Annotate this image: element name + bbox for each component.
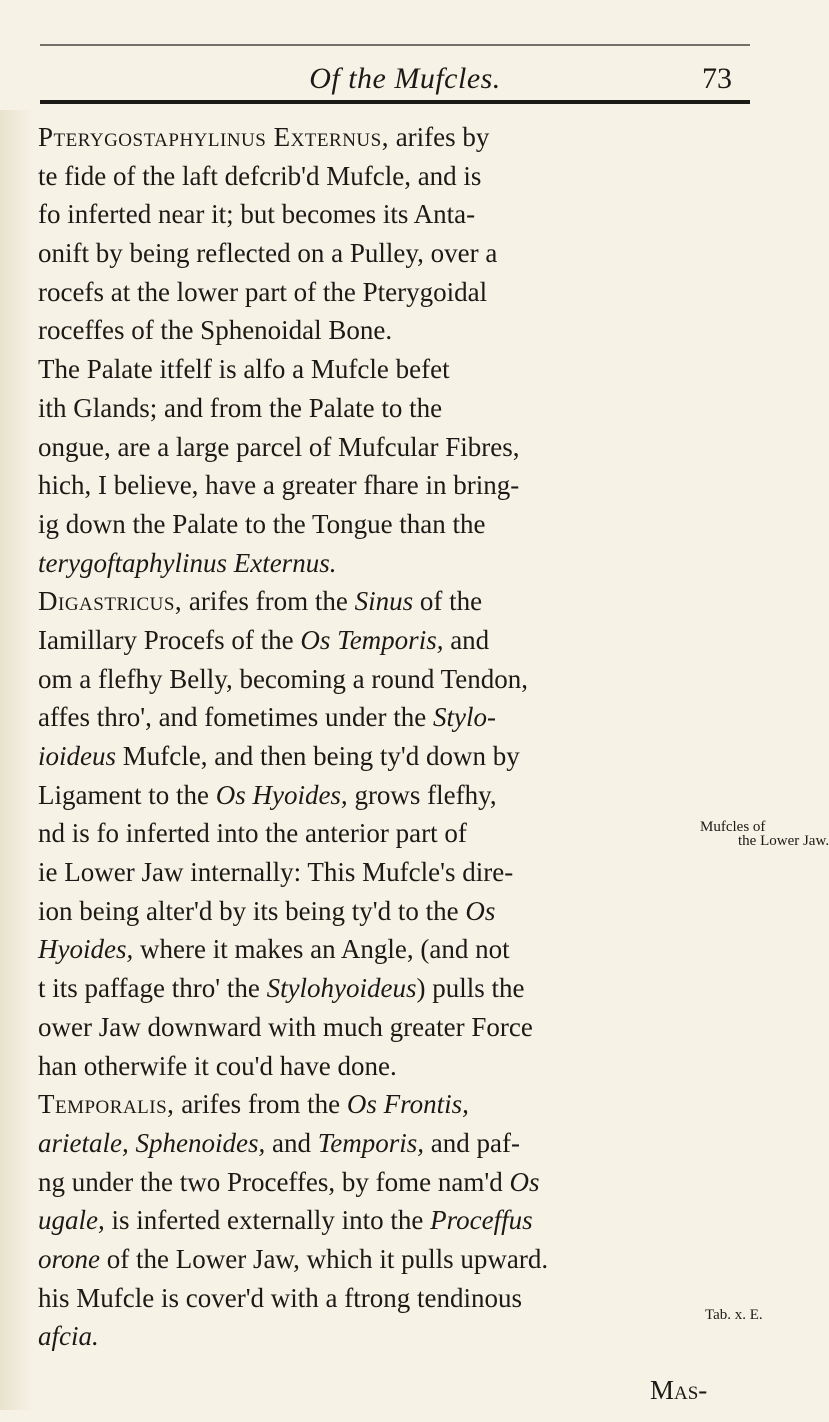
text-run: The Palate itfelf is alfo a Mufcle befet — [38, 354, 450, 385]
text-line — [38, 1240, 738, 1279]
text-run: ith Glands; and from the Palate to the — [38, 392, 443, 423]
text-run: Stylohyoideus — [266, 973, 417, 1004]
running-header — [60, 62, 750, 102]
text-run: te fide of the laft defcrib'd Mufcle, and is — [38, 160, 482, 191]
text-run: arifes by — [388, 122, 490, 152]
text-line — [38, 969, 738, 1008]
text-line — [38, 157, 738, 196]
text-run: ig down the Palate to the Tongue than the — [38, 508, 486, 539]
text-run: han otherwife it cou'd have done. — [38, 1050, 397, 1081]
text-run: ) pulls the — [416, 973, 525, 1004]
text-run: hich, I believe, have a greater fhare in bring- — [38, 470, 520, 501]
text-run: ie Lower Jaw internally: This Mufcle's dire- — [38, 857, 514, 888]
text-line — [38, 311, 738, 350]
text-run: Sinus — [354, 586, 414, 617]
margin-note-table-ref: Tab. x. E. — [705, 1307, 763, 1323]
text-run: where it makes an Angle, (and not — [133, 934, 510, 965]
text-run: Os Hyoides, — [215, 779, 348, 810]
text-line — [38, 1124, 738, 1163]
text-run: Proceffus — [430, 1205, 533, 1236]
text-run: terygoftaphylinus Externus. — [38, 547, 337, 578]
text-line — [38, 582, 738, 621]
text-line — [38, 1201, 738, 1240]
text-run: onift by being reflected on a Pulley, over a — [38, 238, 498, 269]
text-line — [38, 660, 738, 699]
text-run: Os — [509, 1166, 540, 1197]
text-line — [38, 853, 738, 892]
text-run: ongue, are a large parcel of Mufcular Fibres, — [38, 431, 520, 462]
text-run: arietale, Sphenoides, — [38, 1127, 266, 1158]
text-run: Temporalis, — [38, 1089, 175, 1120]
text-line — [38, 621, 738, 660]
text-run: Ligament to the — [38, 779, 216, 810]
body-text — [38, 118, 738, 1356]
text-run: afcia. — [38, 1321, 99, 1352]
text-run: ower Jaw downward with much greater Force — [38, 1011, 533, 1042]
text-run: ugale, — [38, 1205, 105, 1236]
text-line — [38, 698, 738, 737]
text-line — [38, 389, 738, 428]
text-run: Pterygostaphylinus Externus, — [38, 122, 389, 152]
text-line — [38, 1279, 738, 1318]
text-run: his Mufcle is cover'd with a ftrong tendinous — [38, 1282, 523, 1313]
text-run: Os Frontis, — [346, 1089, 469, 1120]
text-run: arifes from the — [182, 586, 355, 617]
text-run: ioideus — [38, 741, 116, 771]
text-run: of the — [413, 586, 483, 617]
text-run: Os — [465, 895, 496, 926]
text-run: Mufcle, and then being ty'd down by — [116, 741, 520, 771]
running-title: Of the Mufcles. — [309, 62, 501, 95]
text-run: affes thro', and fometimes under the — [38, 702, 433, 733]
text-run: of the Lower Jaw, which it pulls upward. — [100, 1243, 549, 1274]
text-run: Digastricus, — [38, 586, 183, 617]
text-line — [38, 505, 738, 544]
text-run: is inferted externally into the — [104, 1205, 431, 1236]
text-line — [38, 234, 738, 273]
page-number: 73 — [702, 62, 732, 95]
page-gutter-shadow — [0, 110, 34, 1410]
text-run: orone — [38, 1243, 100, 1274]
text-run: Stylo- — [433, 702, 496, 733]
text-run: Temporis, — [317, 1127, 424, 1158]
text-run: Os Temporis, — [300, 624, 444, 655]
text-line — [38, 1317, 738, 1356]
text-run: fo inferted near it; but becomes its Anta- — [38, 199, 476, 230]
text-run: ion being alter'd by its being ty'd to the — [38, 895, 466, 926]
text-run: and paf- — [424, 1127, 520, 1158]
text-line — [38, 776, 738, 815]
text-run: roceffes of the Sphenoidal Bone. — [38, 315, 393, 346]
text-line — [38, 118, 738, 157]
text-run: grows flefhy, — [347, 779, 497, 810]
text-line — [38, 892, 738, 931]
header-rule — [40, 100, 750, 104]
margin-note-muscles-of: Mufcles of — [700, 819, 766, 835]
text-line — [38, 1163, 738, 1202]
text-line — [38, 814, 738, 853]
margin-note-lower-jaw: the Lower Jaw. — [738, 833, 829, 849]
text-run: ng under the two Proceffes, by fome nam'd — [38, 1166, 510, 1197]
text-line — [38, 544, 738, 583]
text-run: and — [443, 624, 490, 655]
text-line — [38, 350, 738, 389]
text-line — [38, 737, 738, 776]
text-run: Iamillary Procefs of the — [38, 624, 301, 655]
text-line — [38, 466, 738, 505]
text-run: rocefs at the lower part of the Pterygoidal — [38, 276, 488, 307]
top-rule — [40, 44, 750, 46]
text-run: Hyoides, — [38, 934, 134, 965]
text-run: t its paffage thro' the — [38, 973, 267, 1004]
text-run: om a flefhy Belly, becoming a round Tendon, — [38, 663, 528, 694]
text-line — [38, 195, 738, 234]
text-line — [38, 1085, 738, 1124]
text-run: and — [265, 1127, 318, 1158]
text-line — [38, 1047, 738, 1086]
text-line — [38, 273, 738, 312]
text-run: nd is fo inferted into the anterior part of — [38, 818, 467, 849]
text-line — [38, 930, 738, 969]
text-line — [38, 1008, 738, 1047]
text-run: arifes from the — [174, 1089, 347, 1120]
catchword: Mas- — [650, 1375, 708, 1405]
text-line — [38, 428, 738, 467]
